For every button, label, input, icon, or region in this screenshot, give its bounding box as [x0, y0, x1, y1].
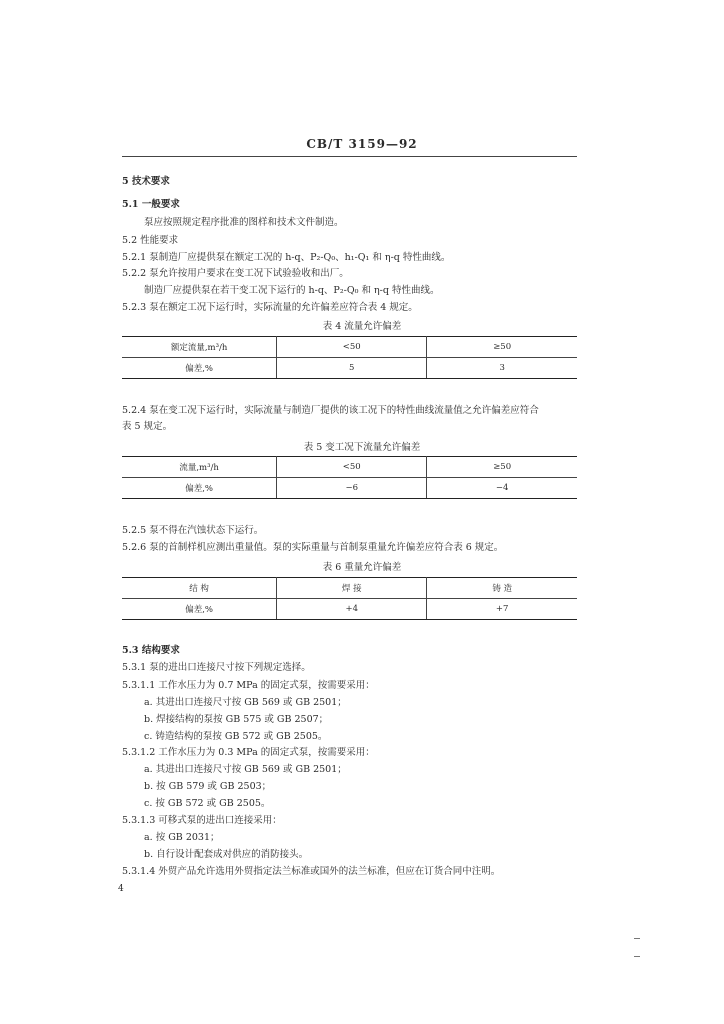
table-cell: 5 — [277, 358, 427, 379]
clause-5-2-6: 5.2.6 泵的首制样机应测出重量值。泵的实际重量与首制泵重量允许偏差应符合表 6 规定。 — [122, 542, 504, 553]
clause-5-2-2-text: 制造厂应提供泵在若干变工况下运行的 h-q、P₂-Q₀ 和 η-q 特性曲线。 — [144, 285, 440, 296]
clause-5-2: 5.2 性能要求 — [122, 235, 179, 246]
table-row — [122, 358, 577, 379]
table-cell: 偏差,% — [122, 478, 277, 499]
page-number: 4 — [118, 884, 124, 894]
list-item: a. 按 GB 2031； — [144, 832, 220, 843]
table-row — [122, 599, 577, 620]
table-row — [122, 457, 577, 478]
list-item: a. 其进出口连接尺寸按 GB 569 或 GB 2501； — [144, 764, 347, 775]
scan-mark — [634, 938, 640, 939]
table5-caption: 表 5 变工况下流量允许偏差 — [303, 442, 421, 453]
table-row — [122, 337, 577, 358]
table-4 — [122, 336, 577, 379]
table-cell: 偏差,% — [122, 358, 277, 379]
table-cell: ≥50 — [427, 457, 577, 478]
clause-5-1-text: 泵应按照规定程序批准的图样和技术文件制造。 — [144, 217, 344, 228]
table6-caption: 表 6 重量允许偏差 — [322, 562, 402, 573]
clause-5-3-1-2: 5.3.1.2 工作水压力为 0.3 MPa 的固定式泵，按需要采用： — [122, 747, 375, 758]
list-item: c. 按 GB 572 或 GB 2505。 — [144, 798, 271, 809]
table-cell: <50 — [277, 457, 427, 478]
table-row — [122, 478, 577, 499]
table-cell: <50 — [277, 337, 427, 358]
section-title: 5 技术要求 — [122, 176, 170, 187]
table-cell: 3 — [427, 358, 577, 379]
scan-mark — [634, 956, 640, 957]
clause-5-2-1: 5.2.1 泵制造厂应提供泵在额定工况的 h-q、P₂-Q₀、h₁-Q₁ 和 η-q 特性曲线。 — [122, 252, 451, 263]
table-cell: 偏差,% — [122, 599, 277, 620]
clause-5-2-3: 5.2.3 泵在额定工况下运行时，实际流量的允许偏差应符合表 4 规定。 — [122, 302, 418, 313]
clause-5-3-1-1: 5.3.1.1 工作水压力为 0.7 MPa 的固定式泵，按需要采用： — [122, 680, 375, 691]
clause-5-2-5: 5.2.5 泵不得在汽蚀状态下运行。 — [122, 525, 264, 536]
table-cell: −4 — [427, 478, 577, 499]
table-cell: 焊 接 — [277, 578, 427, 599]
header-rule — [122, 156, 577, 157]
table-cell: 铸 造 — [427, 578, 577, 599]
table-cell: 结 构 — [122, 578, 277, 599]
table-cell: −6 — [277, 478, 427, 499]
list-item: b. 焊接结构的泵按 GB 575 或 GB 2507； — [144, 714, 329, 725]
table-cell: +7 — [427, 599, 577, 620]
table-cell: 额定流量,m³/h — [122, 337, 277, 358]
clause-5-3-1-3: 5.3.1.3 可移式泵的进出口连接采用： — [122, 815, 282, 826]
list-item: b. 自行设计配套成对供应的消防接头。 — [144, 849, 309, 860]
clause-5-3: 5.3 结构要求 — [122, 645, 180, 656]
clause-5-1: 5.1 一般要求 — [122, 199, 180, 210]
clause-5-2-4: 5.2.4 泵在变工况下运行时，实际流量与制造厂提供的该工况下的特性曲线流量值之允许偏差应符合 — [122, 405, 539, 416]
clause-5-2-4-cont: 表 5 规定。 — [122, 421, 173, 432]
document-code: CB/T 3159—92 — [306, 137, 418, 151]
list-item: c. 铸造结构的泵按 GB 572 或 GB 2505。 — [144, 731, 328, 742]
table4-caption: 表 4 流量允许偏差 — [322, 321, 402, 332]
clause-5-3-1-4: 5.3.1.4 外贸产品允许选用外贸指定法兰标准或国外的法兰标准，但应在订货合同中注明。 — [122, 866, 501, 877]
table-cell: ≥50 — [427, 337, 577, 358]
list-item: a. 其进出口连接尺寸按 GB 569 或 GB 2501； — [144, 697, 347, 708]
clause-5-2-2: 5.2.2 泵允许按用户要求在变工况下试验验收和出厂。 — [122, 268, 349, 279]
table-row — [122, 578, 577, 599]
table-6 — [122, 577, 577, 620]
list-item: b. 按 GB 579 或 GB 2503； — [144, 781, 272, 792]
table-cell: +4 — [277, 599, 427, 620]
table-5 — [122, 456, 577, 499]
table-cell: 流量,m³/h — [122, 457, 277, 478]
clause-5-3-1: 5.3.1 泵的进出口连接尺寸按下列规定选择。 — [122, 662, 311, 673]
